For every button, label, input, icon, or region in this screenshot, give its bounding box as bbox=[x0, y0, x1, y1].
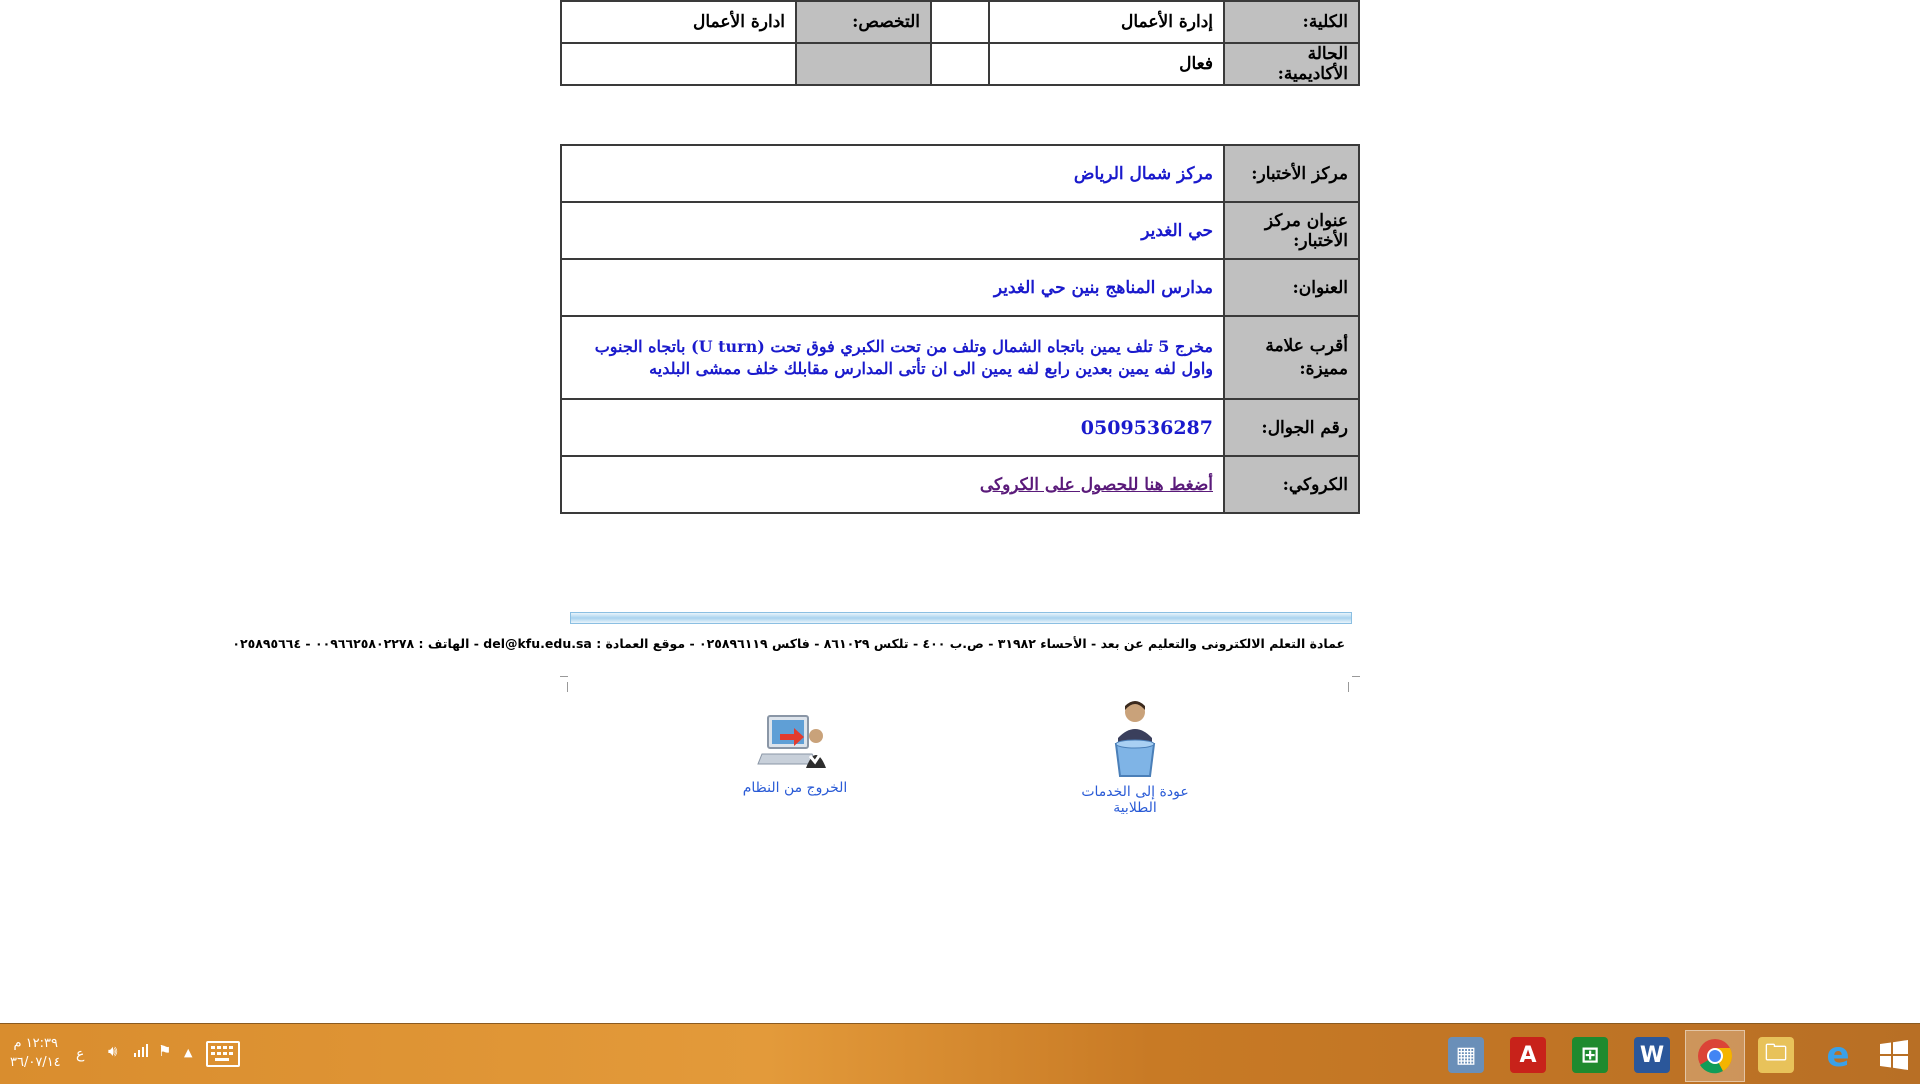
table-row bbox=[561, 399, 1359, 456]
clock-date: ٣٦/٠٧/١٤ bbox=[10, 1055, 61, 1070]
table-row bbox=[561, 456, 1359, 513]
academic-status-value: فعال bbox=[989, 43, 1224, 85]
taskbar-control-panel[interactable] bbox=[1437, 1030, 1495, 1080]
test-center-value: مركز شمال الرياض bbox=[561, 145, 1224, 202]
taskbar-acrobat[interactable] bbox=[1499, 1030, 1557, 1080]
student-info-table bbox=[560, 0, 1360, 86]
taskbar-file-explorer[interactable] bbox=[1747, 1030, 1805, 1080]
footer-corner-left-tick bbox=[567, 682, 568, 692]
volume-icon[interactable]: 🔊︎ bbox=[108, 1042, 118, 1060]
acrobat-icon: A bbox=[1510, 1037, 1546, 1073]
taskbar-word[interactable] bbox=[1623, 1030, 1681, 1080]
footer-corner-right bbox=[1352, 676, 1360, 691]
control-panel-icon: ▦ bbox=[1448, 1037, 1484, 1073]
mobile-label: رقم الجوال: bbox=[1224, 399, 1359, 456]
system-clock[interactable] bbox=[10, 1034, 61, 1072]
logout-icon bbox=[760, 712, 830, 778]
table-row bbox=[561, 316, 1359, 399]
footer-divider-bar bbox=[570, 612, 1352, 624]
windows-logo-icon bbox=[1876, 1037, 1912, 1073]
table-gap bbox=[931, 1, 989, 43]
table-gap bbox=[931, 43, 989, 85]
academic-status-label: الحالة الأكاديمية: bbox=[1224, 43, 1359, 85]
taskbar-store[interactable] bbox=[1561, 1030, 1619, 1080]
store-icon: ⊞ bbox=[1572, 1037, 1608, 1073]
address-label: العنوان: bbox=[1224, 259, 1359, 316]
student-services-icon bbox=[1110, 698, 1160, 782]
language-indicator[interactable]: ع bbox=[76, 1046, 85, 1062]
landmark-value: مخرج 5 تلف يمين باتجاه الشمال وتلف من تحت الكبري فوق تحت (U turn) باتجاه الجنوب واول لفه يمين بعدين رابع لفه يمين الى ان تأتى المدارس مقابلك خلف ممشى البلديه bbox=[561, 316, 1224, 399]
taskbar-chrome[interactable] bbox=[1685, 1030, 1745, 1082]
chrome-icon bbox=[1697, 1038, 1733, 1074]
word-icon: W bbox=[1634, 1037, 1670, 1073]
test-center-table bbox=[560, 144, 1360, 514]
table-row bbox=[561, 259, 1359, 316]
internet-explorer-icon: e bbox=[1826, 1035, 1850, 1075]
windows-taskbar bbox=[0, 1023, 1920, 1084]
sketch-cell bbox=[561, 456, 1224, 513]
test-center-label: مركز الأختبار: bbox=[1224, 145, 1359, 202]
back-to-services-label: عودة إلى الخدمات الطلابية bbox=[1081, 784, 1189, 816]
show-hidden-icons-icon[interactable]: ▲ bbox=[184, 1046, 193, 1059]
college-value: إدارة الأعمال bbox=[989, 1, 1224, 43]
empty-value-cell bbox=[561, 43, 796, 85]
folder-icon: 🗀 bbox=[1758, 1037, 1794, 1073]
specialization-label: التخصص: bbox=[796, 1, 931, 43]
action-center-flag-icon[interactable]: ⚑ bbox=[158, 1042, 172, 1060]
empty-label-cell bbox=[796, 43, 931, 85]
sketch-label: الكروكي: bbox=[1224, 456, 1359, 513]
start-button[interactable] bbox=[1865, 1030, 1923, 1080]
touch-keyboard-icon[interactable] bbox=[206, 1041, 240, 1067]
college-label: الكلية: bbox=[1224, 1, 1359, 43]
taskbar-internet-explorer[interactable] bbox=[1809, 1030, 1867, 1080]
logout-label: الخروج من النظام bbox=[742, 780, 848, 796]
landmark-label: أقرب علامة مميزة: bbox=[1224, 316, 1359, 399]
footer-contact-text: عمادة التعلم الالكترونى والتعليم عن بعد - الأحساء ٣١٩٨٢ - ص.ب ٤٠٠ - تلكس ٨٦١٠٢٩ - فاكس ٠٢٥٨٩٦١١٩ - موقع العمادة : del@kfu.edu.sa - الهاتف : ٠٠٩٦٦٢٥٨٠٢٢٧٨ - ٠٢٥٨٩٥٦٦٤ bbox=[232, 636, 1345, 651]
sketch-link[interactable]: أضغط هنا للحصول على الكروكى bbox=[979, 474, 1213, 495]
specialization-value: ادارة الأعمال bbox=[561, 1, 796, 43]
table-row bbox=[561, 145, 1359, 202]
address-value: مدارس المناهج بنين حي الغدير bbox=[561, 259, 1224, 316]
mobile-value: 0509536287 bbox=[561, 399, 1224, 456]
back-to-services-button[interactable] bbox=[1070, 698, 1200, 816]
table-row bbox=[561, 202, 1359, 259]
network-signal-icon[interactable] bbox=[133, 1042, 149, 1062]
logout-button[interactable] bbox=[735, 712, 855, 796]
test-center-address-value: حي الغدير bbox=[561, 202, 1224, 259]
clock-time: ١٢:٣٩ م bbox=[13, 1036, 58, 1051]
footer-corner-right-tick bbox=[1348, 682, 1349, 692]
test-center-address-label: عنوان مركز الأختبار: bbox=[1224, 202, 1359, 259]
